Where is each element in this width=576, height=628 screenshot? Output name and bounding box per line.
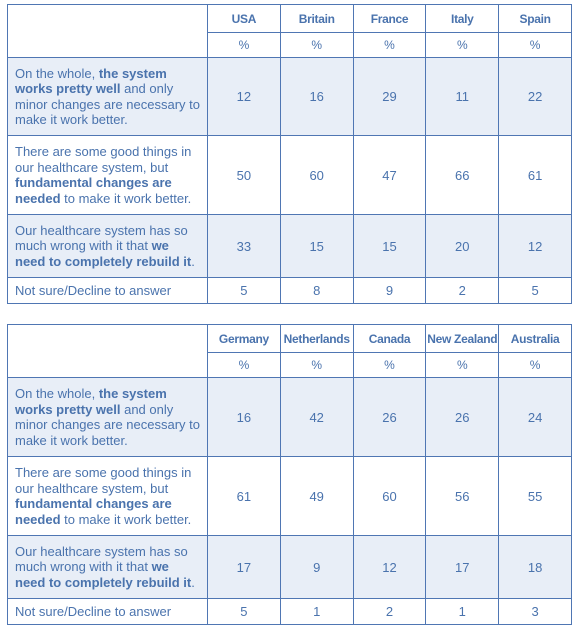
country-header: Australia xyxy=(499,325,572,353)
unit-cell: % xyxy=(208,33,281,58)
country-header: Netherlands xyxy=(280,325,353,353)
value-cell: 5 xyxy=(499,278,572,304)
value-cell: 29 xyxy=(353,58,426,136)
value-cell: 15 xyxy=(280,215,353,278)
country-header: USA xyxy=(208,5,281,33)
response-row xyxy=(8,536,572,599)
unit-cell: % xyxy=(499,353,572,378)
value-cell: 1 xyxy=(426,599,499,625)
value-cell: 9 xyxy=(280,536,353,599)
value-cell: 5 xyxy=(208,599,281,625)
value-cell: 42 xyxy=(280,378,353,457)
response-text: There are some good things in our healthcare system, but fundamental changes are needed to make it work better. xyxy=(8,457,208,536)
response-text: Not sure/Decline to answer xyxy=(8,599,208,625)
value-cell: 33 xyxy=(208,215,281,278)
unit-cell: % xyxy=(280,33,353,58)
survey-table-2 xyxy=(7,324,572,625)
value-cell: 18 xyxy=(499,536,572,599)
country-header-row xyxy=(8,325,572,353)
value-cell: 8 xyxy=(280,278,353,304)
value-cell: 11 xyxy=(426,58,499,136)
value-cell: 12 xyxy=(499,215,572,278)
response-row xyxy=(8,278,572,304)
response-row xyxy=(8,58,572,136)
response-text: There are some good things in our healthcare system, but fundamental changes are needed to make it work better. xyxy=(8,136,208,215)
country-header: Italy xyxy=(426,5,499,33)
value-cell: 22 xyxy=(499,58,572,136)
value-cell: 17 xyxy=(208,536,281,599)
value-cell: 47 xyxy=(353,136,426,215)
response-text: On the whole, the system works pretty well and only minor changes are necessary to make it work better. xyxy=(8,378,208,457)
value-cell: 2 xyxy=(353,599,426,625)
survey-table-1 xyxy=(7,4,572,304)
country-header: Germany xyxy=(208,325,281,353)
unit-cell: % xyxy=(353,353,426,378)
unit-cell: % xyxy=(208,353,281,378)
response-text: On the whole, the system works pretty well and only minor changes are necessary to make it work better. xyxy=(8,58,208,136)
response-text: Our healthcare system has so much wrong with it that we need to completely rebuild it. xyxy=(8,536,208,599)
country-header: Britain xyxy=(280,5,353,33)
value-cell: 60 xyxy=(353,457,426,536)
value-cell: 55 xyxy=(499,457,572,536)
country-header: Canada xyxy=(353,325,426,353)
header-corner-cell xyxy=(8,325,208,378)
country-header: France xyxy=(353,5,426,33)
value-cell: 50 xyxy=(208,136,281,215)
value-cell: 61 xyxy=(499,136,572,215)
value-cell: 26 xyxy=(426,378,499,457)
country-header: Spain xyxy=(499,5,572,33)
value-cell: 16 xyxy=(208,378,281,457)
value-cell: 3 xyxy=(499,599,572,625)
response-row xyxy=(8,599,572,625)
country-header: New Zealand xyxy=(426,325,499,353)
value-cell: 26 xyxy=(353,378,426,457)
value-cell: 24 xyxy=(499,378,572,457)
value-cell: 61 xyxy=(208,457,281,536)
response-row xyxy=(8,378,572,457)
value-cell: 20 xyxy=(426,215,499,278)
value-cell: 60 xyxy=(280,136,353,215)
response-row xyxy=(8,457,572,536)
value-cell: 5 xyxy=(208,278,281,304)
value-cell: 1 xyxy=(280,599,353,625)
value-cell: 12 xyxy=(353,536,426,599)
unit-cell: % xyxy=(353,33,426,58)
response-text: Not sure/Decline to answer xyxy=(8,278,208,304)
value-cell: 15 xyxy=(353,215,426,278)
value-cell: 56 xyxy=(426,457,499,536)
value-cell: 2 xyxy=(426,278,499,304)
response-row xyxy=(8,215,572,278)
unit-cell: % xyxy=(499,33,572,58)
value-cell: 17 xyxy=(426,536,499,599)
value-cell: 12 xyxy=(208,58,281,136)
value-cell: 9 xyxy=(353,278,426,304)
unit-cell: % xyxy=(280,353,353,378)
response-text: Our healthcare system has so much wrong with it that we need to completely rebuild it. xyxy=(8,215,208,278)
response-row xyxy=(8,136,572,215)
header-corner-cell xyxy=(8,5,208,58)
unit-cell: % xyxy=(426,33,499,58)
value-cell: 66 xyxy=(426,136,499,215)
unit-cell: % xyxy=(426,353,499,378)
value-cell: 16 xyxy=(280,58,353,136)
value-cell: 49 xyxy=(280,457,353,536)
country-header-row xyxy=(8,5,572,33)
